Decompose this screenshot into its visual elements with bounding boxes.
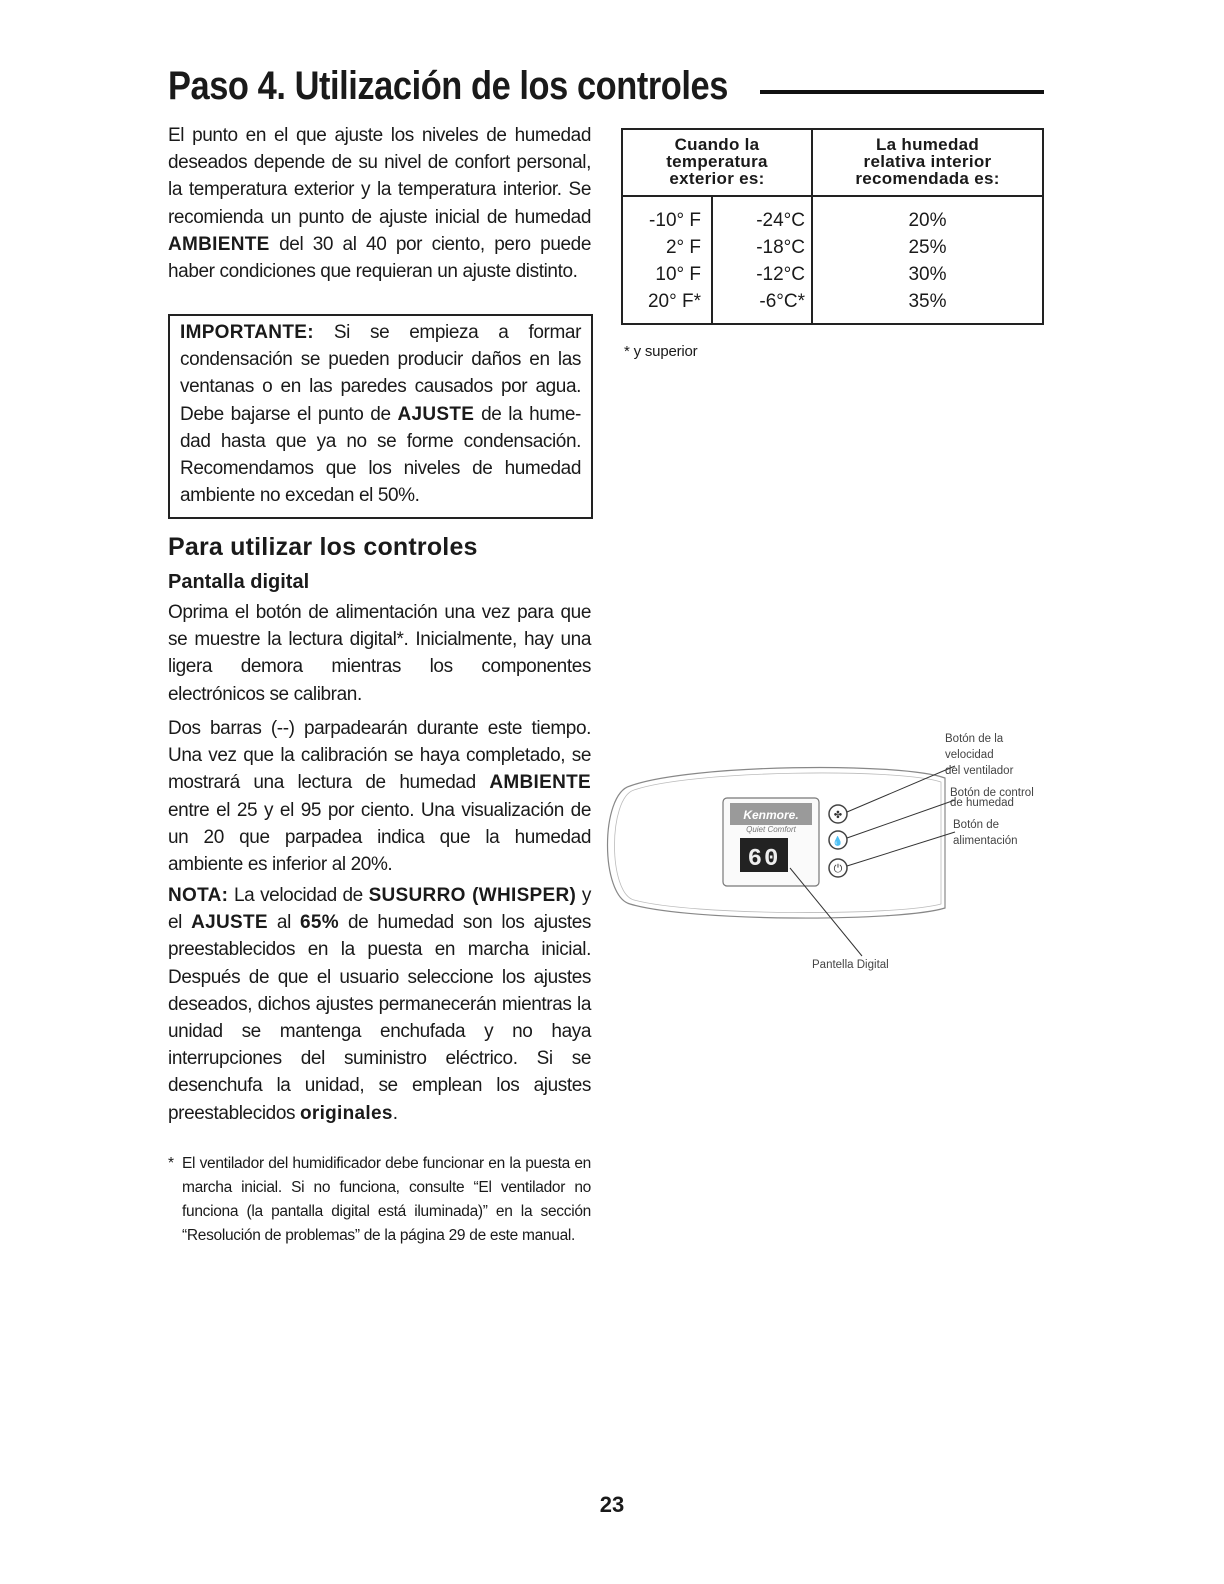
table-footnote: * y superior [624, 343, 698, 360]
leader-power [847, 832, 955, 866]
leader-humidity [847, 800, 955, 838]
control-panel-diagram [600, 728, 1060, 988]
section-heading: Para utilizar los controles [168, 533, 478, 561]
note-paragraph: NOTA: La velocidad de SUSURRO (WHISPER) y el AJUSTE al 65% de humedad son los ajustes preestablecidos en la puesta en marcha inicial. Después de que el usuario seleccione los ajustes deseados, dichos ajustes permanecerán mientras la unidad se mantenga enchufada y no haya interrupciones del suministro eléctrico. Si se desenchufa la unidad, se emplean los ajustes preestablecidos originales. [168, 885, 591, 1124]
label-speed: Botón de la velocidad del ventilador [945, 733, 1014, 777]
humidity-icon: 💧 [832, 837, 844, 847]
note-label: NOTA: [168, 885, 229, 906]
humidity-control-button[interactable] [829, 831, 847, 849]
brand-subtitle: Quiet Comfort [746, 825, 796, 834]
table-row: -10° F -24°C 20% [622, 196, 1043, 234]
power-icon: ⏻ [833, 862, 843, 875]
title-rule [760, 90, 1044, 94]
table-row: 10° F -12°C 30% [622, 261, 1043, 288]
power-button[interactable] [829, 859, 847, 877]
display-readout: 60 [747, 846, 781, 873]
table-row: 2° F -18°C 25% [622, 234, 1043, 261]
footnote: * El ventilador del humidificador debe funcionar en la puesta en marcha inicial. Si no funciona, consulte “El ventilador no funciona (la pantalla digital está iluminada)” en la sección “Resolución de problemas” de la página 29 de este manual. [168, 1155, 591, 1244]
page-number: 23 [599, 1492, 625, 1517]
important-notice [168, 314, 593, 519]
fan-icon: ✤ [833, 810, 843, 821]
important-text: IMPORTANTE: Si se empieza a formar condensación se pueden producir daños en las ventanas o en las paredes causados por agua. Debe bajarse el punto de AJUSTE de la hume- dad hasta que ya no se forme condensación. Recomendamos que los niveles de humedad ambiente no excedan el 50%. [180, 322, 581, 507]
important-label: IMPORTANTE: [180, 322, 314, 343]
label-power: Botón de alimentación [953, 819, 1018, 847]
brand-logo: Kenmore. [743, 808, 799, 822]
label-humidity: Botón de control de humedad [950, 787, 1034, 809]
table-row: 20° F* -6°C* 35% [622, 288, 1043, 324]
table-header-outdoor: Cuando la temperatura exterior es: [622, 129, 812, 196]
display-paragraph-2: Dos barras (--) parpadearán durante este tiempo. Una vez que la calibración se haya completado, se mostrará una lectura de humedad AMBIENTE entre el 25 y el 95 por ciento. Una visualización de un 20 que parpadea indica que la humedad ambiente es inferior al 20%. [168, 718, 591, 876]
page-title: Paso 4. Utilización de los controles [168, 64, 728, 108]
humidity-table [621, 128, 1044, 325]
label-display: Pantella Digital [812, 959, 889, 971]
intro-paragraph: El punto en el que ajuste los niveles de humedad deseados depende de su nivel de confort personal, la temperatura exterior y la temperatura interior. Se recomienda un punto de ajuste inicial de humedad AMBIENTE del 30 al 40 por ciento, pero puede haber condiciones que requieran un ajuste distinto. [168, 125, 591, 283]
table-header-humidity: La humedad relativa interior recomendada es: [812, 129, 1043, 196]
section-subheading: Pantalla digital [168, 571, 310, 593]
fan-speed-button[interactable] [829, 805, 847, 823]
display-paragraph-1: Oprima el botón de alimentación una vez para que se muestre la lectura digital*. Inicialmente, hay una ligera demora mientras los componentes electrónicos se calibran. [168, 602, 591, 705]
leader-speed [847, 766, 955, 812]
